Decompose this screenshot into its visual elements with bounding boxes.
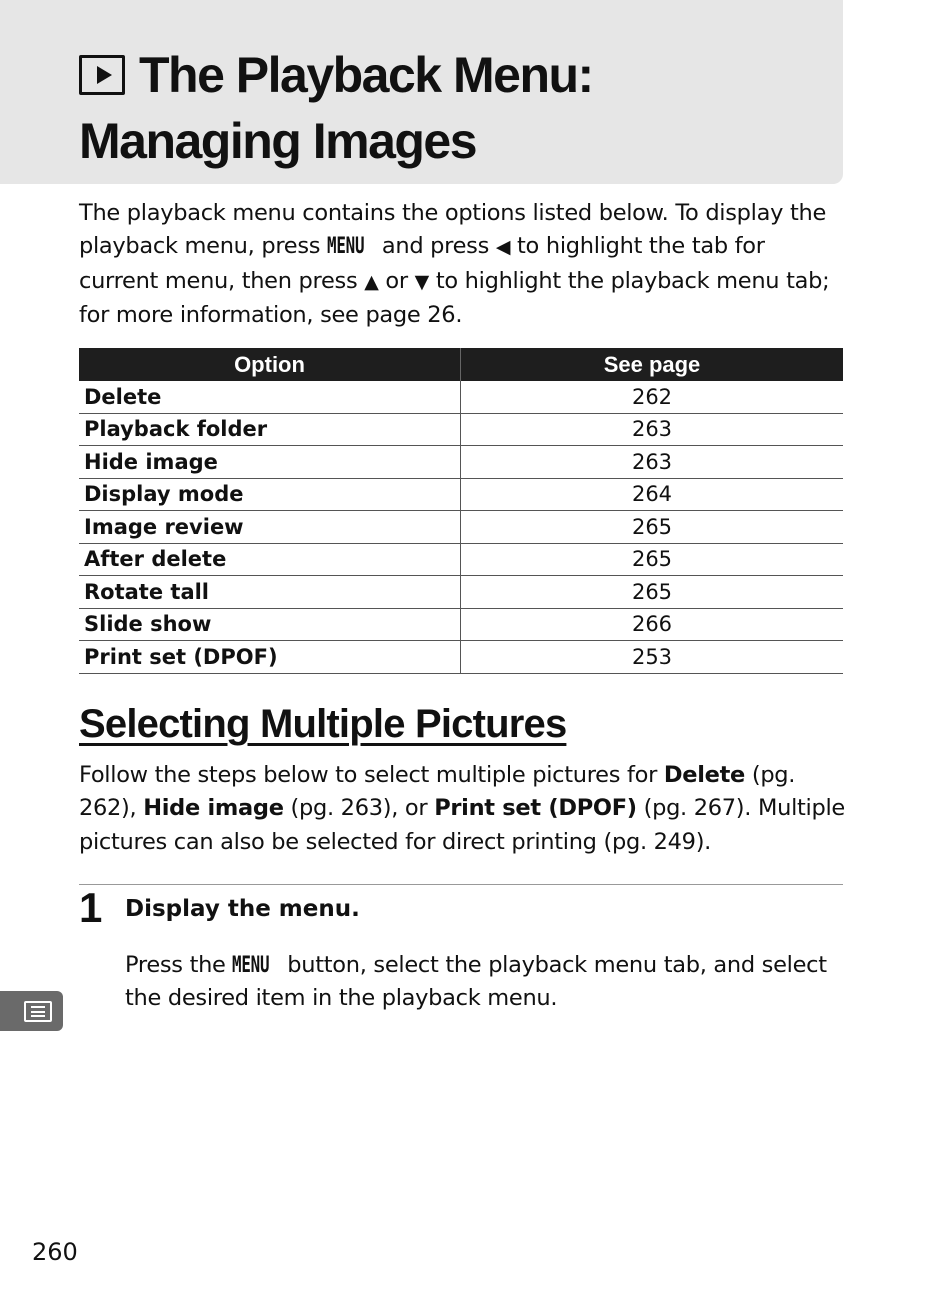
table-row (79, 446, 843, 479)
option-cell: Hide image (79, 446, 461, 479)
table-row (79, 543, 843, 576)
options-table (79, 348, 843, 674)
intro-paragraph (79, 197, 849, 332)
step-title: Display the menu. (125, 896, 360, 922)
table-row (79, 576, 843, 609)
page-cell: 263 (461, 413, 844, 446)
step-paragraph (125, 949, 845, 1016)
section-paragraph (79, 759, 849, 859)
table-row (79, 511, 843, 544)
step-text-1: Press the (125, 952, 233, 978)
print-set-term: Print set (DPOF) (434, 795, 637, 822)
page-cell: 264 (461, 478, 844, 511)
side-tab (0, 991, 63, 1031)
intro-text-3: to highlight the tab for current menu, then press (79, 233, 765, 294)
delete-term: Delete (663, 762, 745, 788)
page-number: 260 (32, 1238, 78, 1266)
menu-button-glyph: MENU (232, 953, 270, 978)
table-row (79, 478, 843, 511)
left-arrow-icon: ◀ (495, 236, 511, 259)
page-column-header: See page (461, 348, 844, 381)
intro-text-2: and press (375, 233, 496, 260)
menu-button-glyph: MENU (327, 234, 365, 260)
page-cell: 265 (461, 543, 844, 576)
option-cell: Print set (DPOF) (79, 641, 461, 674)
section-text-3: (pg. 263), or (283, 795, 435, 822)
section-title: Selecting Multiple Pictures (79, 702, 567, 746)
option-cell: Rotate tall (79, 576, 461, 609)
intro-text-5: to highlight the playback menu tab; for more information, see page 26. (79, 267, 830, 328)
table-row (79, 641, 843, 674)
step-text-2: button, select the playback menu tab, and select the desired item in the playback menu. (125, 952, 827, 1012)
option-cell: After delete (79, 543, 461, 576)
title-text-1: The Playback Menu: (139, 47, 593, 103)
playback-icon (79, 55, 125, 95)
down-arrow-icon: ▼ (414, 270, 429, 293)
up-arrow-icon: ▲ (364, 270, 379, 293)
page-cell: 265 (461, 576, 844, 609)
option-column-header: Option (79, 348, 461, 381)
intro-text-4: or (378, 267, 415, 294)
intro-text-1: The playback menu contains the options listed below. To display the playback menu, press (79, 200, 826, 260)
option-cell: Delete (79, 381, 461, 413)
page-cell: 265 (461, 511, 844, 544)
option-cell: Slide show (79, 608, 461, 641)
option-cell: Display mode (79, 478, 461, 511)
page-title (79, 42, 593, 174)
page-cell: 263 (461, 446, 844, 479)
title-line-2: Managing Images (79, 113, 477, 169)
page-cell: 262 (461, 381, 844, 413)
page-cell: 266 (461, 608, 844, 641)
table-row (79, 413, 843, 446)
page-cell: 253 (461, 641, 844, 674)
section-text-1: Follow the steps below to select multiple pictures for (79, 762, 664, 788)
menu-list-icon (24, 1001, 52, 1022)
table-row (79, 608, 843, 641)
step-divider (79, 884, 843, 885)
title-line-1 (79, 42, 593, 108)
option-cell: Image review (79, 511, 461, 544)
section-text-2: (pg. 262), (79, 762, 796, 822)
table-row (79, 381, 843, 413)
table-header-row (79, 348, 843, 381)
section-text-4: (pg. 267). Multiple pictures can also be selected for direct printing (pg. 249). (79, 795, 845, 855)
step-number: 1 (79, 884, 103, 931)
hide-image-term: Hide image (143, 795, 284, 822)
option-cell: Playback folder (79, 413, 461, 446)
